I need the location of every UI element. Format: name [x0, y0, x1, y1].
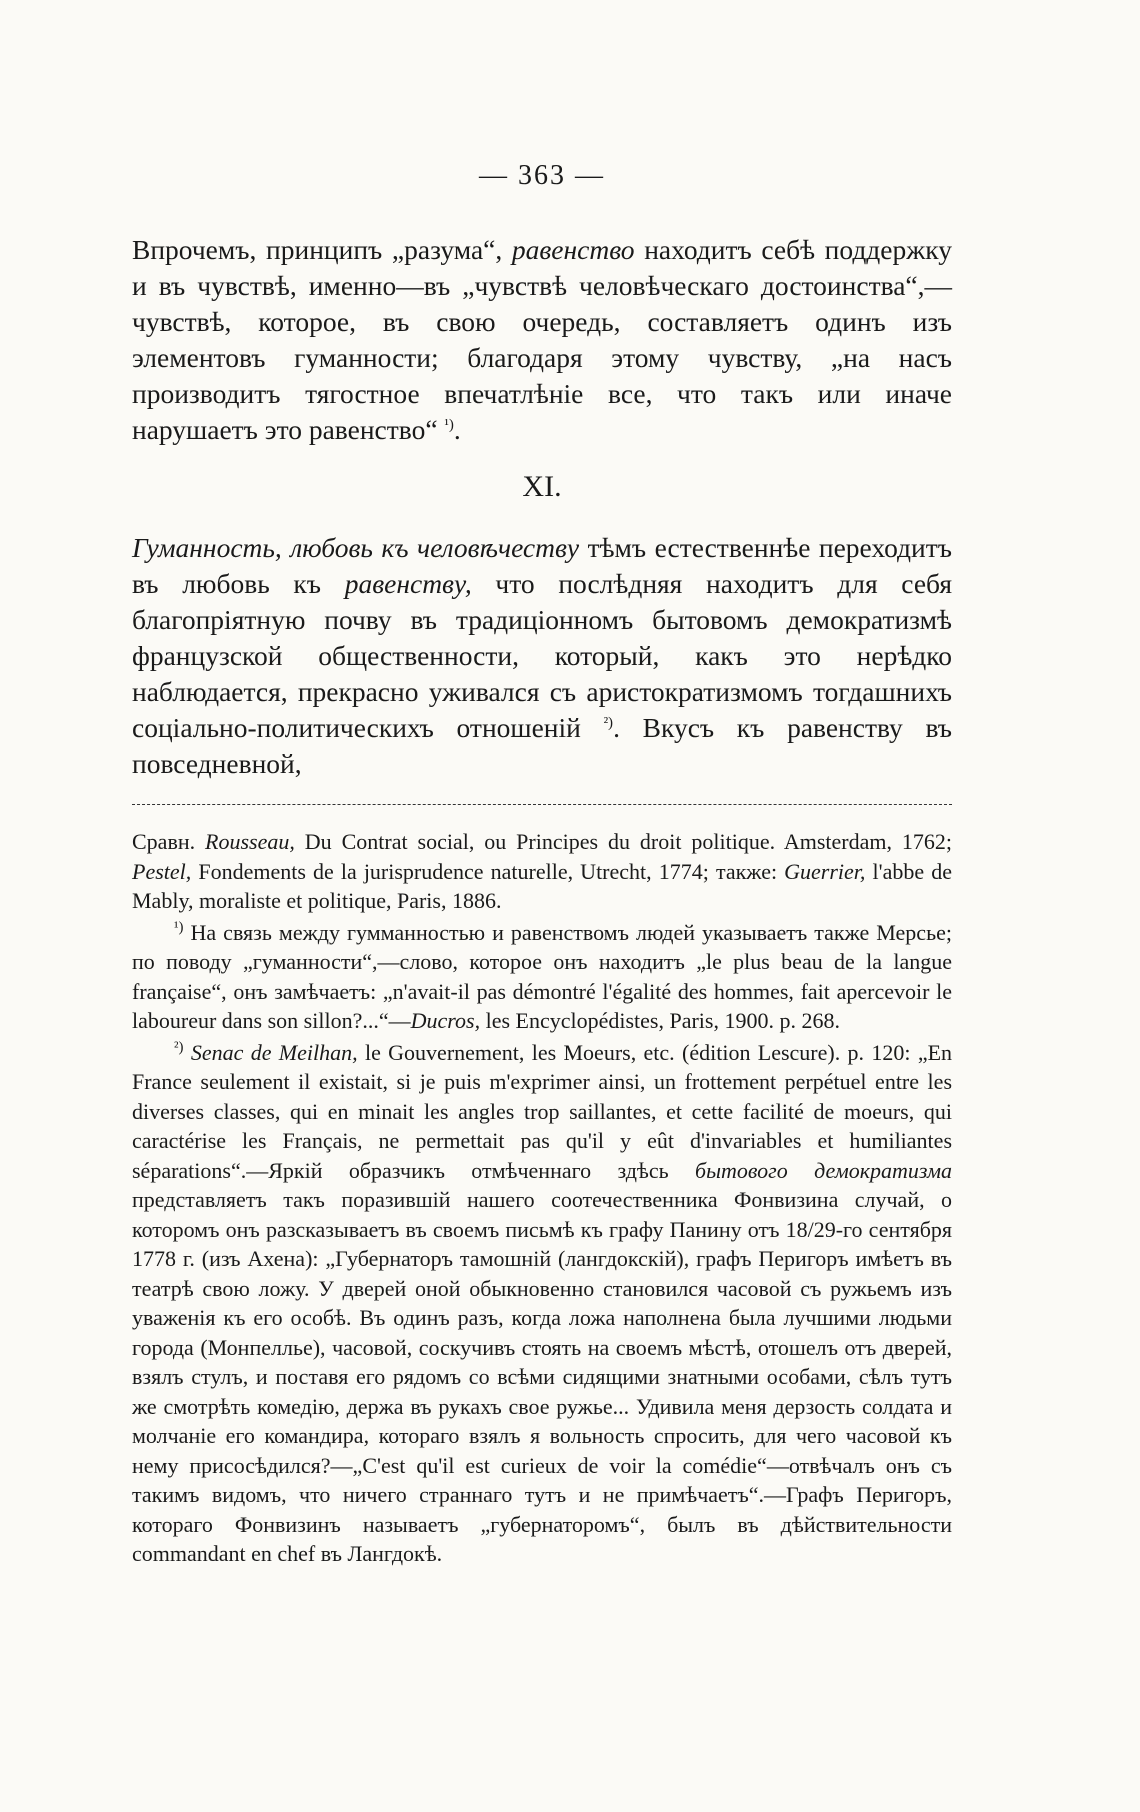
paragraph-1-emphasis: равенство	[511, 234, 635, 265]
footnote-ref-2[interactable]: ²)	[603, 714, 614, 731]
footnote-separator	[132, 804, 952, 805]
paragraph-1-text-a: Впрочемъ, принципъ „разума“,	[132, 234, 512, 265]
footnote-continuation	[132, 827, 952, 916]
page-number: — 363 —	[479, 160, 605, 191]
footnote-cont-author-3: Guerrier,	[784, 858, 866, 884]
footnote-1-text-b: les Encyclopédistes, Paris, 1900. p. 268.	[480, 1008, 840, 1033]
paragraph-2-emphasis-a: Гуманность, любовь къ человѣчеству	[132, 532, 580, 563]
footnote-cont-text-a: Сравн.	[132, 829, 206, 854]
footnote-ref-1[interactable]: ¹)	[444, 416, 454, 433]
footnote-2-text-b: представляетъ такъ поразившій нашего соотечественника Фонвизина случай, о которомъ онъ разсказываетъ въ своемъ письмѣ къ графу Панину отъ 18/29-го сентября 1778 г. (изъ Ахена): „Губернаторъ тамошній (лангдокскій), графъ Перигоръ имѣетъ въ театрѣ свою ложу. У дверей оной обыкновенно становился часовой съ ружьемъ изъ уваженія къ его особѣ. Въ одинъ разъ, когда ложа наполнена была лучшими людьми города (Монпеллье), часовой, соскучивъ стоять на своемъ мѣстѣ, отошелъ отъ дверей, взялъ стулъ, и поставя его рядомъ со всѣми сидящими знатными особами, сѣлъ тутъ же смотрѣть комедію, держа въ рукахъ свое ружье... Удивила меня дерзость солдата и молчаніе его командира, котораго взялъ я вольность спросить, для чего часовой къ нему присосѣдился?—„C'est qu'il est curieux de voir la comédie“—отвѣчалъ онъ съ такимъ видомъ, что ничего страннаго тутъ и не примѣчаетъ“.—Графъ Перигоръ, котораго Фонвизинъ называетъ „губернаторомъ“, былъ въ дѣйствительности commandant en chef въ Лангдокѣ.	[132, 1187, 952, 1566]
footnote-cont-text-c: Fondements de la jurisprudence naturelle, Utrecht, 1774; также:	[191, 858, 785, 884]
footnote-1-text-a: На связь между гумманностью и равенствомъ людей указываетъ также Мерсье; по поводу „гуманности“,—слово, которое онъ находитъ „le plus beau de la langue française“, онъ замѣчаетъ: „n'avait-il pas démontré l'égalité des hommes, fait apercevoir le laboureur dans son sillon?...“—	[132, 919, 952, 1033]
page	[132, 160, 952, 1569]
paragraph-1-text-b: находитъ себѣ поддержку и въ чувствѣ, именно—въ „чувствѣ человѣческаго достоинства“,—чувствѣ, которое, въ свою очередь, составляетъ одинъ изъ элементовъ гуманности; благодаря этому чувству, „на насъ производитъ тягостное впечатлѣніе все, что такъ или иначе нарушаетъ это равенство“	[132, 234, 952, 445]
footnote-cont-text-d: l'abbe de Mably, moraliste et politique, Paris, 1886.	[132, 858, 952, 913]
footnote-cont-author-1: Rousseau,	[205, 829, 295, 854]
paragraph-2	[132, 530, 952, 782]
footnote-1-author: Ducros,	[410, 1008, 481, 1033]
paragraph-1	[132, 232, 952, 448]
footnote-1	[132, 918, 952, 1036]
footnote-2-emphasis: бытового демократизма	[695, 1157, 952, 1183]
section-heading: XI.	[522, 470, 562, 503]
footnote-2-author: Senac de Meilhan,	[190, 1039, 358, 1065]
footnote-2	[132, 1038, 952, 1569]
footnote-cont-author-2: Pestel,	[132, 858, 192, 884]
paragraph-2-text-b: что послѣдняя находитъ для себя благопріятную почву въ традиціонномъ бытовомъ демократизмѣ французской общественности, который, какъ это нерѣдко наблюдается, прекрасно уживался съ аристократизмомъ тогдашнихъ соціально-политическихъ отношеній	[132, 568, 952, 743]
footnote-2-marker: ²)	[174, 1039, 184, 1056]
paragraph-2-text-c: . Вкусъ къ равенству въ повседневной,	[132, 712, 952, 779]
footnotes	[132, 827, 952, 1569]
paragraph-2-text-a: тѣмъ естественнѣе переходитъ въ любовь къ	[132, 532, 952, 599]
paragraph-1-text-c: .	[453, 414, 461, 445]
paragraph-2-emphasis-b: равенству,	[344, 568, 472, 599]
footnote-1-marker: ¹)	[174, 919, 184, 936]
footnote-2-text-a: le Gouvernement, les Moeurs, etc. (édition Lescure). p. 120: „En France seulement il existait, si je puis m'exprimer ainsi, un frottement perpétuel entre les diverses classes, qui en minait les angles trop saillantes, et cette facilité de moeurs, qui caractérise les Français, ne permettait pas qu'il y eût d'invariables et humiliantes séparations“.—Яркій образчикъ отмѣченнаго здѣсь	[132, 1039, 953, 1183]
main-text	[132, 232, 952, 782]
footnote-cont-text-b: Du Contrat social, ou Principes du droit politique. Amsterdam, 1762;	[294, 829, 952, 854]
